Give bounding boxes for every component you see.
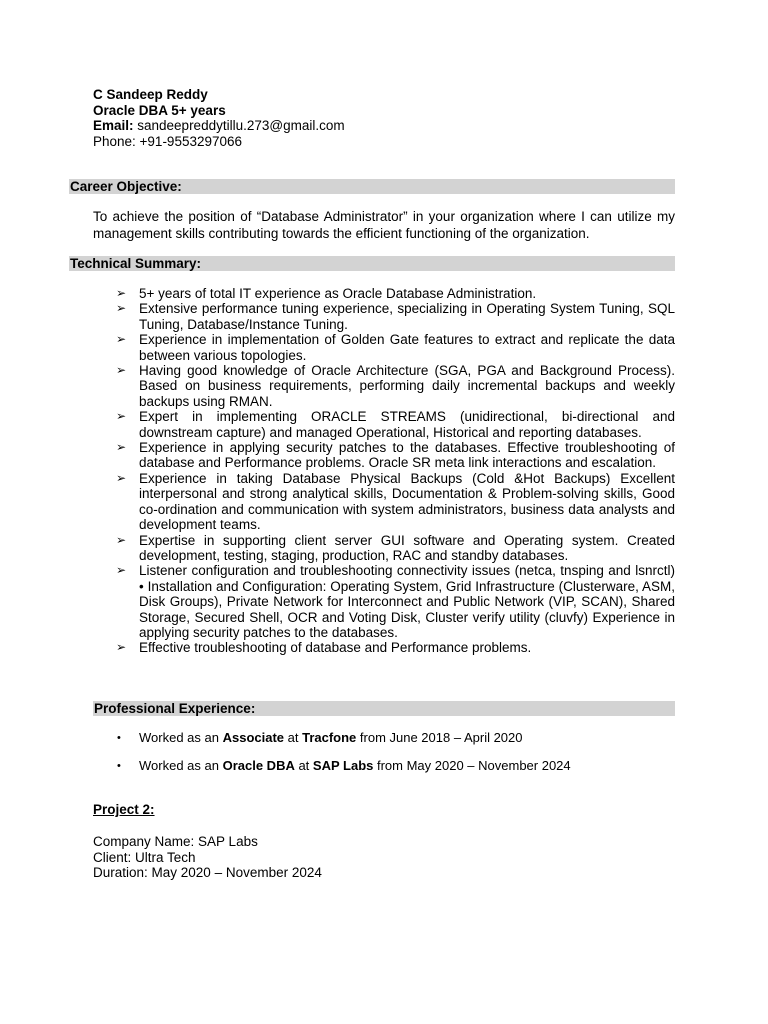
professional-experience-heading: Professional Experience: [93, 701, 675, 716]
list-item: ➢ Extensive performance tuning experience, specializing in Operating System Tuning, SQL Tuning, Database/Instance Tuning. [116, 301, 675, 332]
arrow-bullet-icon: ➢ [116, 409, 127, 424]
email-label: Email: [93, 118, 134, 133]
list-item: ➢ Experience in applying security patches to the databases. Effective troubleshooting of database and Performance problems. Oracle SR meta link interactions and escalation. [116, 440, 675, 471]
list-item: ➢ Effective troubleshooting of database and Performance problems. [116, 640, 532, 656]
list-item: ➢ Expert in implementing ORACLE STREAMS (unidirectional, bi-directional and downstream capture) and managed Operational, Historical and reporting databases. [116, 409, 675, 440]
project-details [93, 834, 322, 881]
project-client: Client: Ultra Tech [93, 849, 196, 865]
candidate-name: C Sandeep Reddy [93, 87, 208, 102]
arrow-bullet-icon: ➢ [116, 363, 127, 378]
phone-line: Phone: +91-9553297066 [93, 133, 243, 149]
bullet-dot-icon: • [117, 760, 121, 772]
experience-list-2 [116, 758, 571, 774]
bullet-dot-icon: • [117, 732, 121, 744]
list-item: ➢ Experience in taking Database Physical Backups (Cold &Hot Backups) Excellent interpersonal and strong analytical skills, Documentation & Problem-solving skills, Good co-ordination and communication with system administrators, business data analysts and development teams. [116, 470, 675, 533]
technical-summary-list [116, 286, 675, 656]
project-company: Company Name: SAP Labs [93, 834, 258, 849]
career-objective-heading: Career Objective: [69, 179, 675, 194]
arrow-bullet-icon: ➢ [116, 332, 127, 347]
email-value: sandeepreddytillu.273@gmail.com [133, 118, 345, 133]
arrow-bullet-icon: ➢ [116, 563, 127, 578]
list-item: ➢ Listener configuration and troubleshooting connectivity issues (netca, tnsping and lsnrctl) • Installation and Configuration: Operating System, Grid Infrastructure (Clusterware, ASM, Disk Groups), Private Network for Interconnect and Public Network (VIP, SCAN), Shared Storage, Secured Shell, OCR and Voting Disk, Cluster verify utility (cluvfy) Experience in applying security patches to the databases. [116, 563, 675, 640]
technical-summary-heading: Technical Summary: [69, 256, 675, 271]
list-item: ➢ Experience in implementation of Golden Gate features to extract and replicate the data between various topologies. [116, 332, 675, 363]
arrow-bullet-icon: ➢ [116, 301, 127, 316]
project-title: Project 2: [93, 802, 155, 817]
career-objective-text: To achieve the position of “Database Administrator” in your organization where I can utilize my management skills contributing towards the efficient functioning of the organization. [93, 209, 675, 241]
email-line [93, 118, 345, 134]
list-item: ➢ Having good knowledge of Oracle Architecture (SGA, PGA and Background Process). Based on business requirements, performing daily incremental backups and weekly backups using RMAN. [116, 363, 675, 409]
list-item: ➢ Expertise in supporting client server GUI software and Operating system. Created development, testing, staging, production, RAC and standby databases. [116, 532, 675, 563]
arrow-bullet-icon: ➢ [116, 440, 127, 455]
arrow-bullet-icon: ➢ [116, 470, 127, 485]
resume-header [93, 87, 345, 149]
arrow-bullet-icon: ➢ [116, 286, 127, 300]
list-item: ➢ 5+ years of total IT experience as Oracle Database Administration. [116, 286, 537, 301]
experience-list [116, 730, 523, 746]
arrow-bullet-icon: ➢ [116, 640, 127, 655]
list-item: • Worked as an Oracle DBA at SAP Labs from May 2020 – November 2024 [117, 758, 571, 773]
candidate-title: Oracle DBA 5+ years [93, 102, 226, 118]
list-item: • Worked as an Associate at Tracfone from June 2018 – April 2020 [117, 730, 523, 745]
project-duration: Duration: May 2020 – November 2024 [93, 865, 322, 880]
arrow-bullet-icon: ➢ [116, 532, 127, 547]
